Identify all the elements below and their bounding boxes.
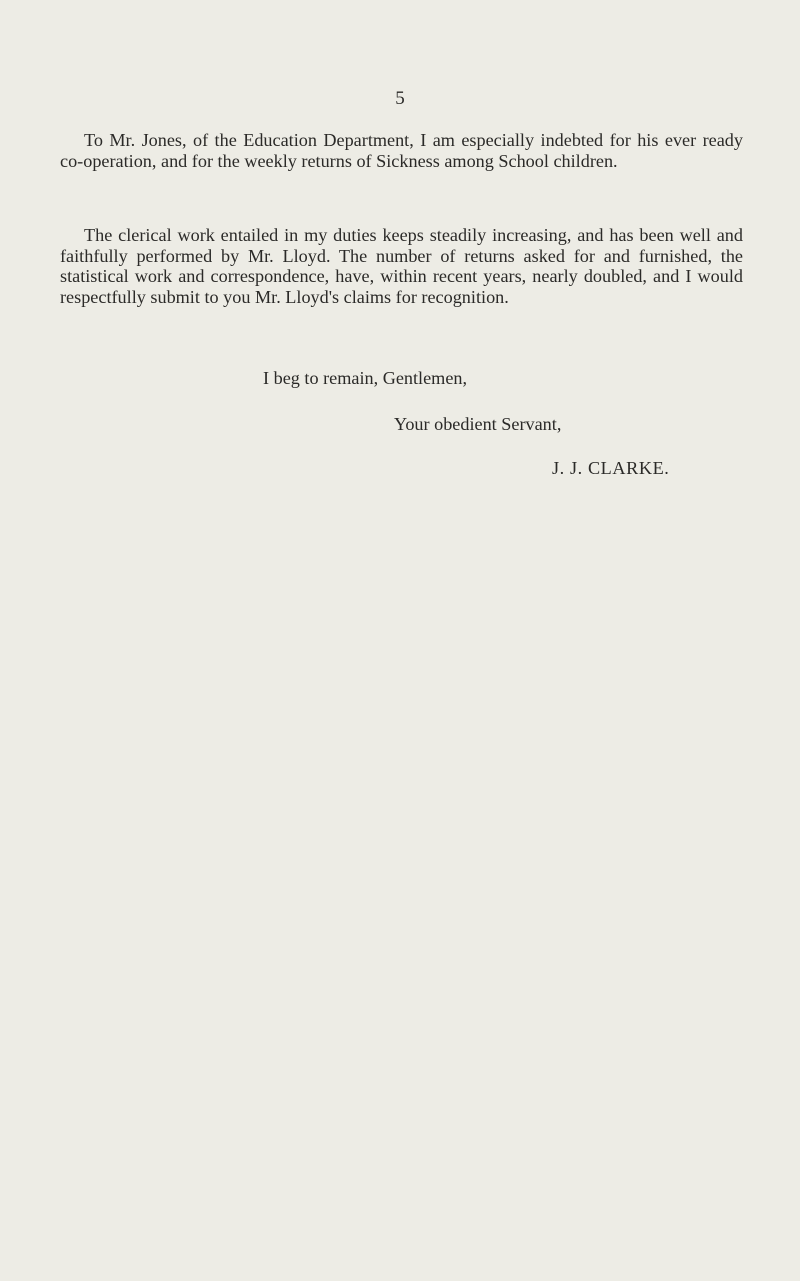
closing-salutation: I beg to remain, Gentlemen, [263,368,468,388]
closing-valediction: Your obedient Servant, [394,414,562,434]
paragraph-clerical-work: The clerical work entailed in my duties keeps steadily increasing, and has been well and faithfully performed by Mr. Lloyd. The number of returns asked for and furnished, the statistical work and correspondence, have, within recent years, nearly doubled, and I would respectfully submit to you Mr. Lloyd's claims for recognition. [60,225,743,307]
page-number: 5 [395,88,405,109]
signature-name: J. J. CLARKE. [552,458,670,478]
paragraph-acknowledgement-jones: To Mr. Jones, of the Education Department, I am especially indebted for his ever ready co-operation, and for the weekly returns of Sickness among School children. [60,130,743,171]
